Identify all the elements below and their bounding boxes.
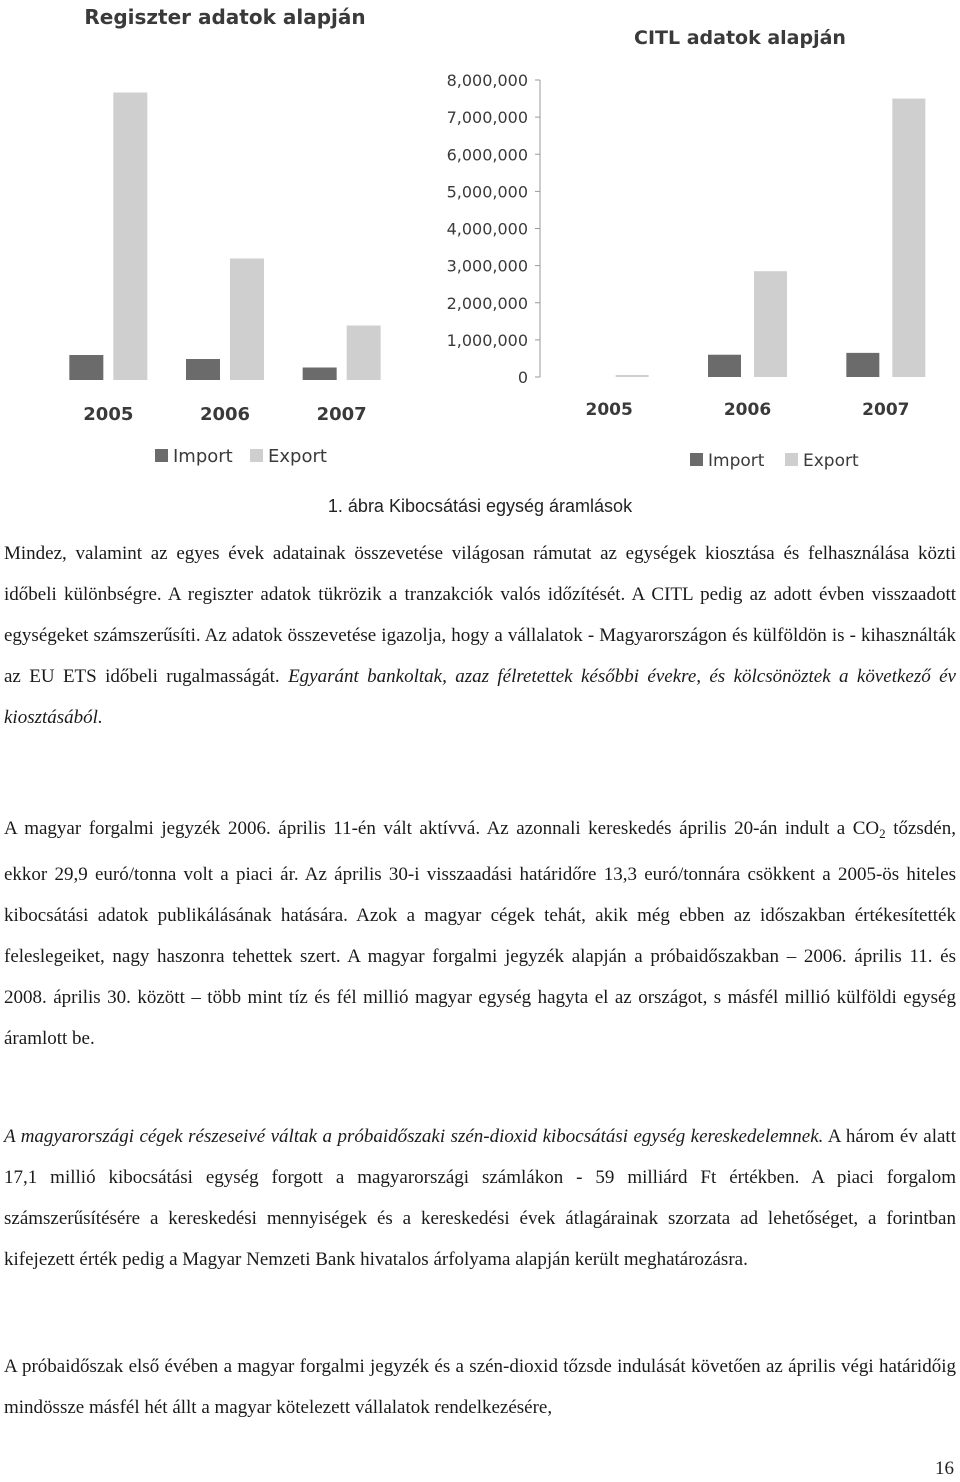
legend-label-export: Export bbox=[803, 451, 859, 471]
p2-text-b: tőzsdén, ekkor 29,9 euró/tonna volt a piaci ár. Az április 30-i visszaadási határidőre 13,3 euró/tonnára csökkent a 2005-ös hiteles kibocsátási adatok publikálásának hatására. Azok a magyar cégek tehát, akik még ebben az időszakban értékesítették feleslegeiket, nagy haszonra tehettek szert. A magyar forgalmi jegyzék alapján a próbaidőszakban – 2006. április 11. és 2008. április 30. között – több mint tíz és fél millió magyar egység hagyta el az országot, s másfél millió külföldi egység áramlott be. bbox=[4, 818, 956, 1049]
y-tick-label: 6,000,000 bbox=[446, 145, 528, 165]
x-category-label: 2006 bbox=[723, 400, 772, 420]
bar-export-2006 bbox=[754, 271, 787, 377]
bar-export-2007 bbox=[347, 326, 381, 381]
y-tick-label: 3,000,000 bbox=[446, 256, 528, 276]
x-category-label: 2005 bbox=[585, 400, 633, 420]
bar-import-2005 bbox=[69, 355, 103, 380]
bar-export-2007 bbox=[892, 99, 925, 377]
x-category-label: 2007 bbox=[316, 404, 367, 425]
x-category-label: 2006 bbox=[199, 404, 251, 425]
bar-import-2006 bbox=[708, 355, 741, 377]
bar-export-2005 bbox=[113, 93, 147, 381]
p2-text-a: A magyar forgalmi jegyzék 2006. április 11-én vált aktívvá. Az azonnali kereskedés április 20-án indult a CO bbox=[4, 818, 880, 839]
bar-export-2005 bbox=[616, 375, 649, 377]
legend-label-export: Export bbox=[268, 446, 327, 467]
paragraph-2 bbox=[4, 808, 956, 1059]
page-number: 16 bbox=[935, 1458, 954, 1479]
bar-export-2006 bbox=[230, 259, 264, 381]
legend-swatch-export bbox=[785, 453, 798, 466]
bar-import-2007 bbox=[846, 353, 879, 377]
y-tick-label: 2,000,000 bbox=[446, 293, 528, 313]
legend-swatch-export bbox=[250, 449, 263, 462]
chart-title: CITL adatok alapján bbox=[634, 27, 846, 49]
chart-citl bbox=[405, 0, 960, 480]
p4-text: A próbaidőszak első évében a magyar forgalmi jegyzék és a szén-dioxid tőzsde indulását követően az április végi határidőig mindössze másfél hét állt a magyar kötelezett vállalatok rendelkezésére, bbox=[4, 1356, 956, 1418]
y-tick-label: 5,000,000 bbox=[446, 182, 528, 202]
co2-subscript: 2 bbox=[879, 826, 886, 841]
p1-italic-text: Egyaránt bankoltak, azaz félretettek későbbi évekre, és kölcsönöztek a következő év kiosztásából. bbox=[4, 666, 956, 728]
figure-caption: 1. ábra Kibocsátási egység áramlások bbox=[327, 496, 633, 516]
x-category-label: 2005 bbox=[83, 404, 134, 425]
bar-chart-svg bbox=[405, 0, 960, 480]
paragraph-3 bbox=[4, 1116, 956, 1280]
legend-label-import: Import bbox=[708, 451, 765, 471]
p1-text-b: A regiszter adatok tükrözik a tranzakciók valós időzítését. A CITL pedig az adott évben visszaadott egységeket számszerűsíti. Az adatok összevetése igazolja, hogy a vállalatok - Magyarországon és külföldön is - kihasználták az EU ETS időbeli rugalmasságát. bbox=[4, 584, 957, 687]
y-tick-label: 0 bbox=[517, 368, 528, 387]
paragraph-1 bbox=[4, 533, 956, 738]
p1-text-a: Mindez, valamint az egyes évek adatainak összevetése világosan rámutat az egységek kiosztása és felhasználása közti időbeli különbségre. bbox=[4, 543, 956, 605]
p3-italic-text: A magyarországi cégek részeseivé váltak a próbaidőszaki szén-dioxid kibocsátási egység kereskedelemnek. bbox=[4, 1126, 824, 1147]
bar-import-2007 bbox=[303, 368, 337, 381]
chart-title: Regiszter adatok alapján bbox=[84, 5, 366, 29]
y-tick-label: 7,000,000 bbox=[446, 108, 528, 128]
bar-chart-svg bbox=[0, 0, 400, 480]
chart-register bbox=[0, 0, 400, 480]
y-tick-label: 1,000,000 bbox=[446, 330, 528, 350]
legend-swatch-import bbox=[155, 449, 168, 462]
y-tick-label: 4,000,000 bbox=[446, 219, 528, 239]
y-tick-label: 8,000,000 bbox=[446, 71, 528, 90]
legend-label-import: Import bbox=[173, 446, 233, 467]
x-category-label: 2007 bbox=[862, 400, 910, 420]
p3-text-b: A három év alatt 17,1 millió kibocsátási egység forgott a magyarországi számlákon - 59 milliárd Ft értékben. A piaci forgalom számszerűsítésére a kereskedési mennyiségek és a kereskedési évek átlagárainak szorzata ad lehetőséget, a forintban kifejezett érték pedig a Magyar Nemzeti Bank hivatalos árfolyama alapján került meghatározásra. bbox=[4, 1126, 956, 1270]
paragraph-4 bbox=[4, 1346, 956, 1428]
legend-swatch-import bbox=[690, 453, 703, 466]
bar-import-2006 bbox=[186, 359, 220, 380]
